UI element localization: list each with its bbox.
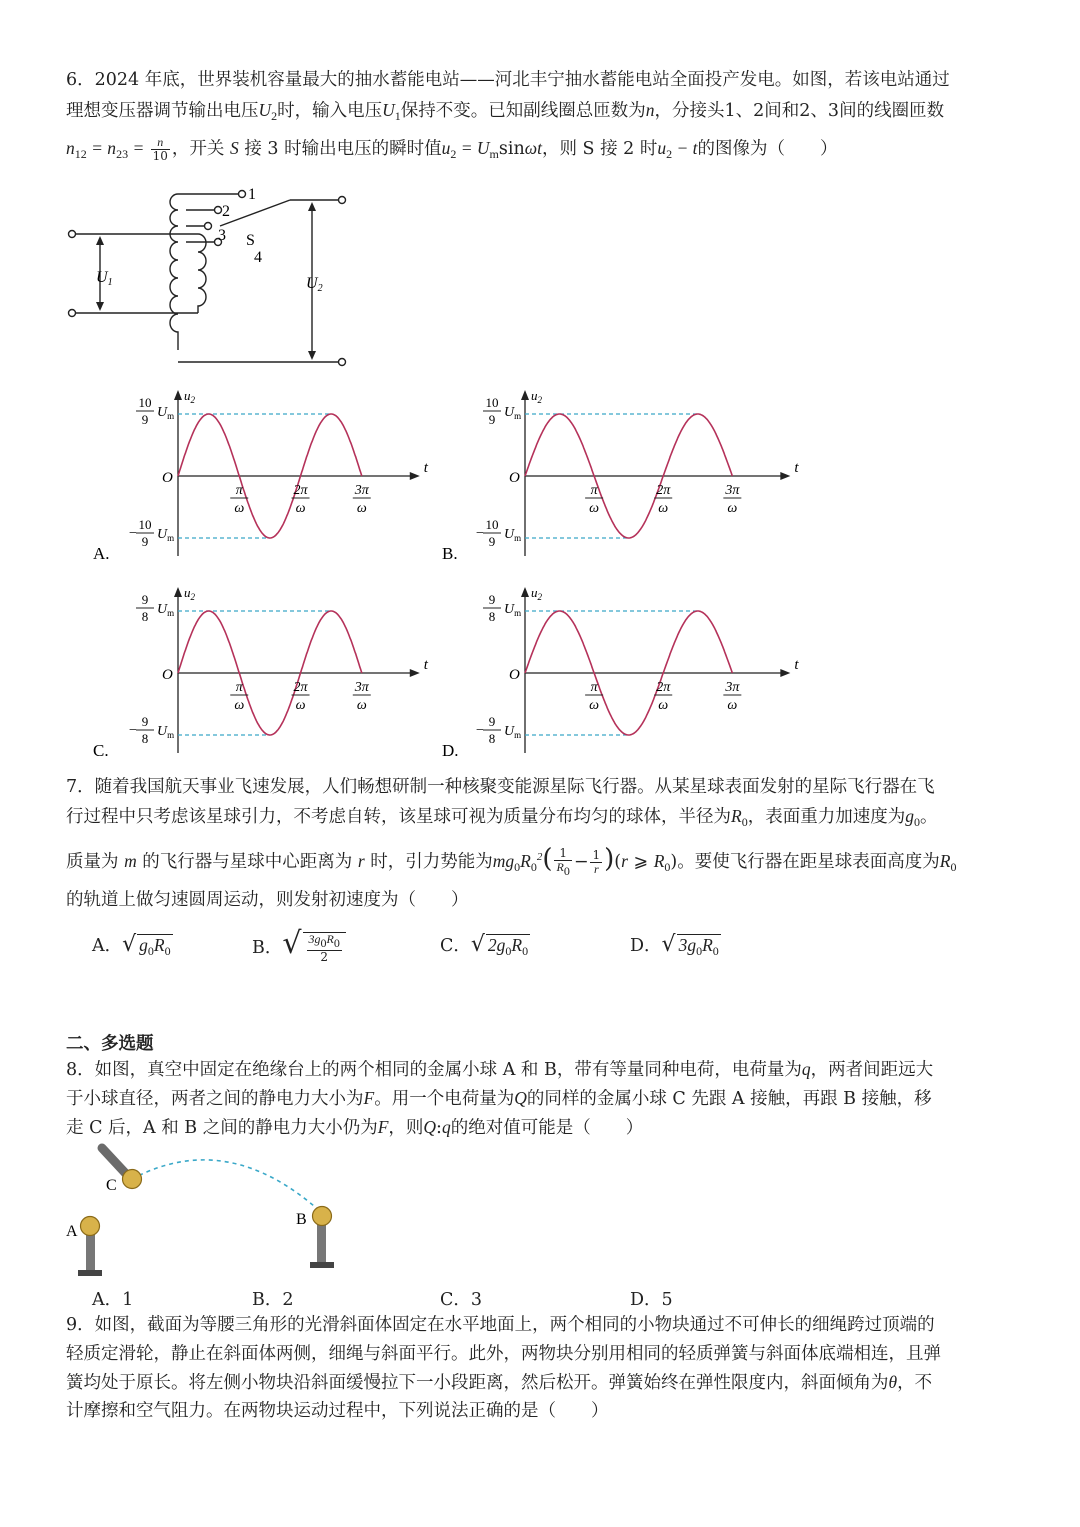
svg-text:ω: ω bbox=[356, 698, 367, 713]
q8-option-b[interactable]: B．2 bbox=[252, 1290, 294, 1310]
svg-text:8: 8 bbox=[141, 731, 149, 746]
tick-label-3pi bbox=[723, 680, 741, 713]
svg-text:π: π bbox=[590, 680, 598, 695]
q9-line2: 轻质定滑轮，静止在斜面体两侧，细绳与斜面平行。此外，两物块分别用相同的轻质弹簧与斜面体底端相连，且弹 bbox=[66, 1344, 941, 1364]
tick-label-2pi bbox=[292, 483, 310, 516]
svg-text:9: 9 bbox=[488, 534, 496, 549]
u2-axis-label: $u_2$ bbox=[531, 585, 542, 602]
u2-axis-label: $u_2$ bbox=[531, 388, 542, 405]
tick-label-2pi bbox=[292, 680, 310, 713]
tick-label-1pi bbox=[585, 483, 603, 516]
svg-text:3π: 3π bbox=[354, 680, 369, 695]
q8-option-c[interactable]: C．3 bbox=[440, 1290, 483, 1310]
graph-option-b[interactable] bbox=[442, 388, 799, 563]
q7-option-a[interactable]: A．√ $g_0R_0$ bbox=[92, 932, 171, 958]
svg-text:3π: 3π bbox=[354, 483, 369, 498]
svg-text:10: 10 bbox=[138, 517, 152, 532]
peak-label bbox=[483, 395, 521, 427]
svg-text:ω: ω bbox=[295, 698, 306, 713]
t-axis-label: t bbox=[423, 657, 428, 673]
neg-peak-label bbox=[129, 517, 174, 549]
svg-text:2π: 2π bbox=[293, 680, 308, 695]
svg-text:9: 9 bbox=[141, 592, 149, 607]
label-b: B bbox=[296, 1211, 307, 1228]
svg-text:9: 9 bbox=[141, 714, 149, 729]
switch-s-label: S bbox=[246, 232, 255, 249]
q7-line3d: 。要使飞行器在距星球表面高度为 bbox=[677, 852, 940, 872]
svg-text:−: − bbox=[476, 526, 484, 541]
q8-line1: 8．如图，真空中固定在绝缘台上的两个相同的金属小球 A 和 B，带有等量同种电荷，电荷量为q，两者间距远大 bbox=[66, 1059, 934, 1080]
q6-line3: $n_{12} = n_{23}$ = $\frac{n}{10}$ ，开关 S 接 3 时输出电压的瞬时值$u_2 = U_m\sin\omega t$，则 S 接 2 时$u_2 - t$的图像为（ ） bbox=[66, 135, 838, 163]
origin-label: O bbox=[162, 470, 173, 486]
origin-label: O bbox=[509, 470, 520, 486]
tap-2-label: 2 bbox=[222, 203, 230, 220]
neg-peak-label bbox=[476, 714, 521, 746]
peak-label bbox=[136, 592, 174, 624]
svg-text:ω: ω bbox=[727, 501, 738, 516]
label-c: C bbox=[106, 1177, 117, 1194]
tick-label-2pi bbox=[654, 680, 672, 713]
u1-label: U1 bbox=[96, 269, 113, 288]
tap-1-label: 1 bbox=[248, 186, 256, 203]
peak-label bbox=[136, 395, 174, 427]
svg-text:9: 9 bbox=[141, 534, 149, 549]
q9-line3: 簧均处于原长。将左侧小物块沿斜面缓慢拉下一小段距离，然后松开。弹簧始终在弹性限度内，斜面倾角为θ，不 bbox=[66, 1372, 933, 1393]
peak-label bbox=[483, 592, 521, 624]
svg-text:10: 10 bbox=[138, 395, 152, 410]
q7-line2a: 行过程中只考虑该星球引力，不考虑自转，该星球可视为质量分布均匀的球体，半径为 bbox=[66, 807, 731, 827]
graph-option-label: D. bbox=[442, 741, 459, 760]
svg-text:Um: $U_m$ bbox=[504, 405, 522, 421]
svg-text:3π: 3π bbox=[725, 483, 740, 498]
graph-option-label: A. bbox=[93, 544, 110, 563]
q6-line2: 理想变压器调节输出电压$U_2$时，输入电压$U_1$保持不变。已知副线圈总匝数为n，分接头1、2间和2、3间的线圈匝数 bbox=[66, 100, 945, 123]
svg-text:Um: $U_m$ bbox=[157, 405, 175, 421]
svg-text:−: − bbox=[129, 723, 137, 738]
graph-option-d[interactable] bbox=[442, 585, 799, 760]
q7-line1: 7．随着我国航天事业飞速发展，人们畅想研制一种核聚变能源星际飞行器。从某星球表面发射的星际飞行器在飞 bbox=[66, 777, 935, 797]
svg-text:ω: ω bbox=[234, 698, 245, 713]
q6-line2c: 保持不变。已知副线圈总匝数为 bbox=[400, 101, 646, 121]
svg-text:Um: $U_m$ bbox=[504, 724, 522, 740]
svg-text:π: π bbox=[235, 680, 243, 695]
q8-option-d[interactable]: D．5 bbox=[630, 1290, 673, 1310]
tick-label-3pi bbox=[723, 483, 741, 516]
section-multi-choice: 二、多选题 bbox=[66, 1034, 154, 1054]
q6-line3a: ，开关 bbox=[171, 139, 225, 159]
svg-text:Um: $U_m$ bbox=[504, 527, 522, 543]
svg-text:−: − bbox=[476, 723, 484, 738]
q6-line2b: 时，输入电压 bbox=[277, 101, 383, 121]
svg-text:ω: ω bbox=[589, 698, 600, 713]
charged-spheres-diagram bbox=[60, 1140, 350, 1285]
q6-line3d: 的图像为（ ） bbox=[697, 139, 838, 159]
label-a: A bbox=[66, 1223, 78, 1240]
graph-option-c[interactable] bbox=[93, 585, 429, 760]
q9-line4: 计摩擦和空气阻力。在两物块运动过程中，下列说法正确的是（ ） bbox=[66, 1401, 609, 1421]
q6-line3c: ，则 S 接 2 时 bbox=[541, 139, 658, 159]
q6-options-graphs bbox=[85, 383, 799, 773]
tick-label-1pi bbox=[585, 680, 603, 713]
q7-option-b[interactable]: B．√ $\frac{3g0R0}{2}$ bbox=[252, 926, 346, 964]
q7-line4: 的轨道上做匀速圆周运动，则发射初速度为（ ） bbox=[66, 890, 469, 910]
q7-option-d[interactable]: D．√ $3g_0R_0$ bbox=[630, 932, 719, 958]
origin-label: O bbox=[162, 667, 173, 683]
t-axis-label: t bbox=[423, 460, 428, 476]
svg-text:ω: ω bbox=[727, 698, 738, 713]
svg-text:Um: $U_m$ bbox=[157, 724, 175, 740]
svg-text:9: 9 bbox=[488, 714, 496, 729]
u2-label: U2 bbox=[306, 275, 323, 294]
q6-line2d: ，分接头1、2间和2、3间的线圈匝数 bbox=[654, 101, 945, 121]
q6-line1: 6．2024 年底，世界装机容量最大的抽水蓄能电站——河北丰宁抽水蓄能电站全面投产发电。如图，若该电站通过 bbox=[66, 70, 950, 90]
q7-line2: 行过程中只考虑该星球引力，不考虑自转，该星球可视为质量分布均匀的球体，半径为$R_0$，表面重力加速度为$g_0$。 bbox=[66, 806, 938, 829]
q7-line2b: ，表面重力加速度为 bbox=[747, 807, 906, 827]
tick-label-1pi bbox=[230, 680, 248, 713]
q7-option-c[interactable]: C．√ $2g_0R_0$ bbox=[440, 932, 529, 958]
q7-line3b: 的飞行器与星球中心距离为 bbox=[136, 852, 358, 872]
svg-text:8: 8 bbox=[488, 731, 496, 746]
svg-text:π: π bbox=[235, 483, 243, 498]
t-axis-label: t bbox=[794, 657, 799, 673]
svg-text:8: 8 bbox=[488, 609, 496, 624]
svg-text:8: 8 bbox=[141, 609, 149, 624]
tick-label-3pi bbox=[353, 680, 371, 713]
tap-3-label: 3 bbox=[218, 227, 226, 244]
svg-text:3π: 3π bbox=[725, 680, 740, 695]
svg-text:9: 9 bbox=[488, 412, 496, 427]
u2-axis-label: $u_2$ bbox=[184, 585, 195, 602]
svg-text:10: 10 bbox=[485, 395, 499, 410]
q7-line3a: 质量为 bbox=[66, 852, 125, 872]
q7-line2c: 。 bbox=[919, 807, 938, 827]
svg-text:ω: ω bbox=[658, 501, 669, 516]
neg-peak-label bbox=[476, 517, 521, 549]
q6-line2a: 理想变压器调节输出电压 bbox=[66, 101, 259, 121]
svg-text:ω: ω bbox=[658, 698, 669, 713]
svg-text:ω: ω bbox=[234, 501, 245, 516]
svg-text:2π: 2π bbox=[656, 483, 671, 498]
svg-text:10: 10 bbox=[485, 517, 499, 532]
svg-text:ω: ω bbox=[356, 501, 367, 516]
svg-text:ω: ω bbox=[589, 501, 600, 516]
q8-line3: 走 C 后，A 和 B 之间的静电力大小仍为F，则Q:q的绝对值可能是（ ） bbox=[66, 1117, 644, 1138]
origin-label: O bbox=[509, 667, 520, 683]
t-axis-label: t bbox=[794, 460, 799, 476]
tick-label-1pi bbox=[230, 483, 248, 516]
transformer-circuit-diagram bbox=[60, 180, 360, 375]
svg-text:Um: $U_m$ bbox=[504, 602, 522, 618]
graph-option-label: B. bbox=[442, 544, 458, 563]
u2-axis-label: $u_2$ bbox=[184, 388, 195, 405]
svg-text:2π: 2π bbox=[293, 483, 308, 498]
svg-text:Um: $U_m$ bbox=[157, 527, 175, 543]
svg-text:Um: $U_m$ bbox=[157, 602, 175, 618]
svg-text:ω: ω bbox=[295, 501, 306, 516]
tick-label-3pi bbox=[353, 483, 371, 516]
q7-line3c: 时，引力势能为 bbox=[364, 852, 493, 872]
svg-text:9: 9 bbox=[488, 592, 496, 607]
q6-line3b: 接 3 时输出电压的瞬时值 bbox=[244, 139, 442, 159]
neg-peak-label bbox=[129, 714, 174, 746]
tick-label-2pi bbox=[654, 483, 672, 516]
q9-line1: 9．如图，截面为等腰三角形的光滑斜面体固定在水平地面上，两个相同的小物块通过不可伸长的细绳跨过顶端的 bbox=[66, 1315, 935, 1335]
q7-line3: 质量为 m 的飞行器与星球中心距离为 r 时，引力势能为$mg_0R_0^2$( $\frac{1}{R0}$ − $\frac{1}{r}$ )(r ⩾ $R_0$)。要使飞行器在距星球表面高度为$R_0$ bbox=[66, 844, 957, 878]
svg-text:2π: 2π bbox=[656, 680, 671, 695]
svg-text:9: 9 bbox=[141, 412, 149, 427]
svg-text:−: − bbox=[129, 526, 137, 541]
q8-line2: 于小球直径，两者之间的静电力大小为F。用一个电荷量为Q的同样的金属小球 C 先跟 A 接触，再跟 B 接触，移 bbox=[66, 1088, 932, 1109]
graph-option-a[interactable] bbox=[93, 388, 429, 563]
tap-4-label: 4 bbox=[254, 249, 262, 266]
q8-option-a[interactable]: A．1 bbox=[92, 1290, 134, 1310]
svg-text:π: π bbox=[590, 483, 598, 498]
graph-option-label: C. bbox=[93, 741, 109, 760]
